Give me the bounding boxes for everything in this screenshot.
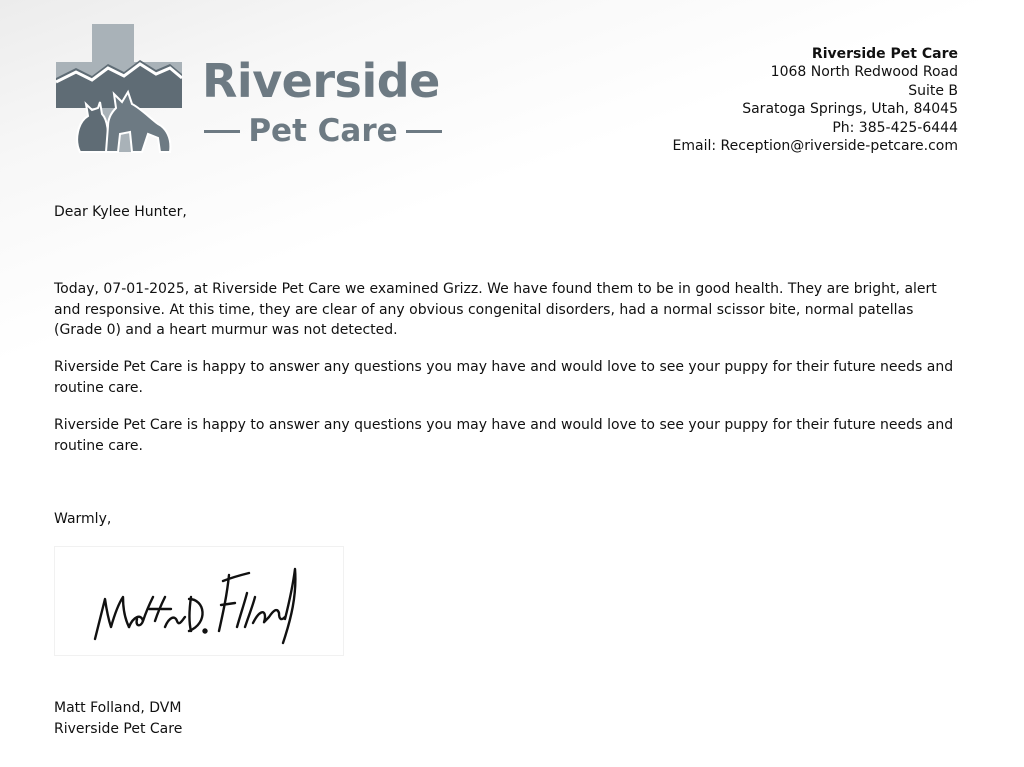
- cross-mountains-cat-dog-icon: [54, 22, 204, 158]
- suite: Suite B: [908, 82, 958, 99]
- letter-paragraph-followup-repeat: Riverside Pet Care is happy to answer any questions you may have and would love to see your puppy for their future needs and routine care.: [54, 417, 954, 454]
- closing: Warmly,: [54, 511, 112, 527]
- logo-subtitle-text: Pet Care: [248, 113, 398, 149]
- letter-paragraph-exam: Today, 07-01-2025, at Riverside Pet Care we examined Grizz. We have found them to be in good health. They are bright, alert and responsive. At this time, they are clear of any obvious congenital disorders, had a normal scissor bite, normal patellas (Grade 0) and a heart murmur was not detected.: [54, 281, 937, 338]
- logo-rule-right: [406, 130, 442, 133]
- signer-name: Matt Folland, DVM: [54, 700, 182, 716]
- logo-rule-left: [204, 130, 240, 133]
- phone-number: Ph: 385-425-6444: [832, 119, 958, 136]
- clinic-address-block: [673, 45, 958, 155]
- street-address: 1068 North Redwood Road: [770, 64, 958, 81]
- email-address: Email: Reception@riverside-petcare.com: [672, 138, 958, 155]
- salutation: Dear Kylee Hunter,: [54, 204, 187, 220]
- signer-block: [54, 698, 182, 739]
- letter-paragraph-followup: Riverside Pet Care is happy to answer any questions you may have and would love to see your puppy for their future needs and routine care.: [54, 359, 954, 396]
- clinic-logo: [54, 22, 454, 158]
- handwritten-signature: [55, 547, 343, 655]
- logo-subtitle: [204, 113, 442, 149]
- clinic-name: Riverside Pet Care: [811, 46, 958, 62]
- signature-image: [54, 546, 344, 656]
- city-state-zip: Saratoga Springs, Utah, 84045: [742, 101, 958, 118]
- logo-name: Riverside: [202, 54, 440, 108]
- signer-organization: Riverside Pet Care: [54, 720, 183, 737]
